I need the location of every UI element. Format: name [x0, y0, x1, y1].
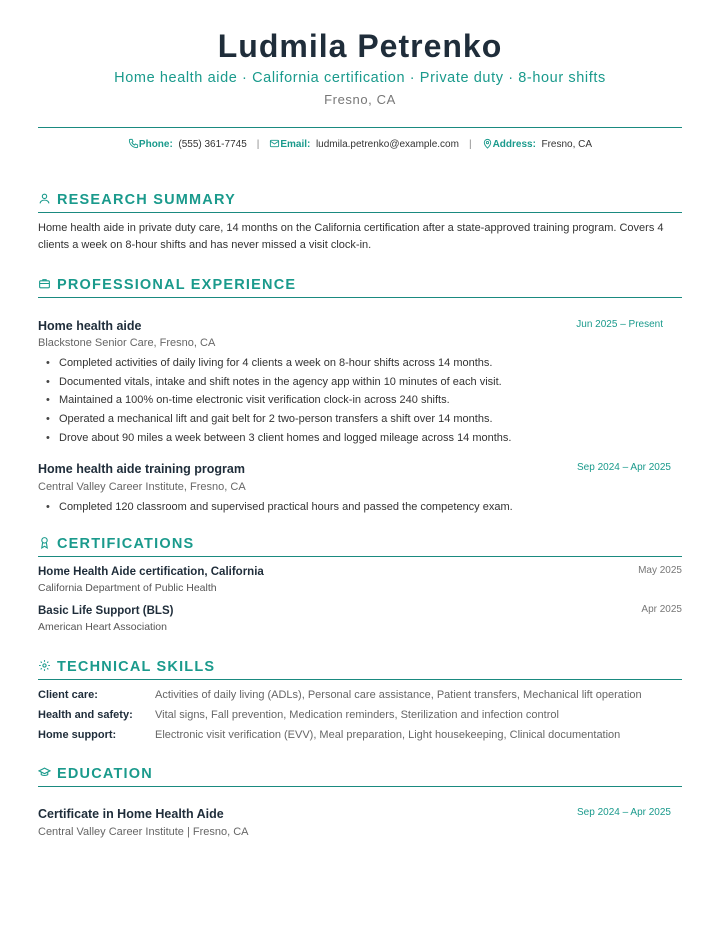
skill-category-label: Client care:	[38, 689, 98, 701]
gear-icon	[38, 659, 51, 672]
skill-category-values: Activities of daily living (ADLs), Personal care assistance, Patient transfers, Mechanical lift operation	[155, 689, 642, 701]
phone-label: Phone:	[138, 139, 173, 150]
header-divider	[38, 127, 682, 128]
certification-issuer: American Heart Association	[38, 621, 167, 633]
headline-tagline: Home health aide · California certification · Private duty · 8-hour shifts	[114, 70, 606, 86]
job-title: Home health aide training program	[38, 462, 245, 476]
education-degree: Certificate in Home Health Aide	[38, 807, 224, 821]
email-icon	[269, 138, 280, 149]
list-item: • Maintained a 100% on-time electronic visit verification clock-in across 240 shifts.	[38, 391, 511, 410]
contact-separator: |	[256, 139, 260, 150]
section-professional-experience	[38, 277, 682, 298]
candidate-name: Ludmila Petrenko	[217, 28, 503, 64]
resume-header	[0, 0, 720, 108]
graduation-cap-icon	[38, 766, 51, 779]
list-item: • Documented vitals, intake and shift notes in the agency app within 10 minutes of each visit.	[38, 373, 511, 392]
skill-category-values: Vital signs, Fall prevention, Medication reminders, Sterilization and infection control	[155, 709, 559, 721]
address-label: Address:	[492, 139, 536, 150]
phone-value[interactable]: (555) 361-7745	[178, 139, 247, 150]
email-value[interactable]: ludmila.petrenko@example.com	[315, 139, 459, 150]
contact-separator: |	[468, 139, 472, 150]
phone-icon	[128, 138, 139, 149]
job-bullets	[38, 498, 513, 517]
job-title: Home health aide	[38, 319, 142, 333]
skill-category-label: Home support:	[38, 729, 117, 741]
section-title-text: CERTIFICATIONS	[57, 536, 195, 552]
job-organization: Central Valley Career Institute, Fresno, CA	[38, 481, 246, 493]
list-item: • Completed 120 classroom and supervised practical hours and passed the competency exam.	[38, 498, 513, 517]
section-education	[38, 766, 682, 787]
job-bullets	[38, 354, 511, 448]
section-certifications	[38, 536, 682, 557]
section-title-text: RESEARCH SUMMARY	[57, 192, 236, 208]
award-icon	[38, 536, 51, 549]
section-title-text: TECHNICAL SKILLS	[57, 659, 216, 675]
section-research-summary	[38, 192, 682, 213]
section-title-text: PROFESSIONAL EXPERIENCE	[57, 277, 297, 293]
certification-date: May 2025	[638, 565, 682, 576]
contact-bar	[0, 138, 720, 151]
job-organization: Blackstone Senior Care, Fresno, CA	[38, 337, 216, 349]
address-value: Fresno, CA	[541, 139, 593, 150]
section-title-text: EDUCATION	[57, 766, 153, 782]
header-location: Fresno, CA	[324, 92, 396, 107]
skill-category-label: Health and safety:	[38, 709, 133, 721]
briefcase-icon	[38, 277, 51, 290]
user-icon	[38, 192, 51, 205]
certification-name: Home Health Aide certification, California	[38, 566, 264, 578]
email-label: Email:	[280, 139, 311, 150]
education-institution: Central Valley Career Institute | Fresno, CA	[38, 826, 249, 838]
certification-name: Basic Life Support (BLS)	[38, 605, 174, 617]
skill-category-values: Electronic visit verification (EVV), Meal preparation, Light housekeeping, Clinical documentation	[155, 729, 621, 741]
list-item: • Drove about 90 miles a week between 3 client homes and logged mileage across 14 months.	[38, 429, 511, 448]
education-date: Sep 2024 – Apr 2025	[577, 807, 671, 818]
location-pin-icon	[482, 138, 493, 149]
list-item: • Operated a mechanical lift and gait belt for 2 two-person transfers a shift over 14 months.	[38, 410, 511, 429]
certification-issuer: California Department of Public Health	[38, 582, 217, 594]
certification-date: Apr 2025	[641, 604, 682, 615]
job-date: Jun 2025 – Present	[576, 319, 663, 330]
summary-text: Home health aide in private duty care, 14 months on the California certification after a state-approved training program. Covers 4 clients a week on 8-hour shifts and has never missed a visit clock-in.	[38, 222, 664, 251]
job-date: Sep 2024 – Apr 2025	[577, 462, 671, 473]
section-technical-skills	[38, 659, 682, 680]
list-item: • Completed activities of daily living for 4 clients a week on 8-hour shifts across 14 months.	[38, 354, 511, 373]
